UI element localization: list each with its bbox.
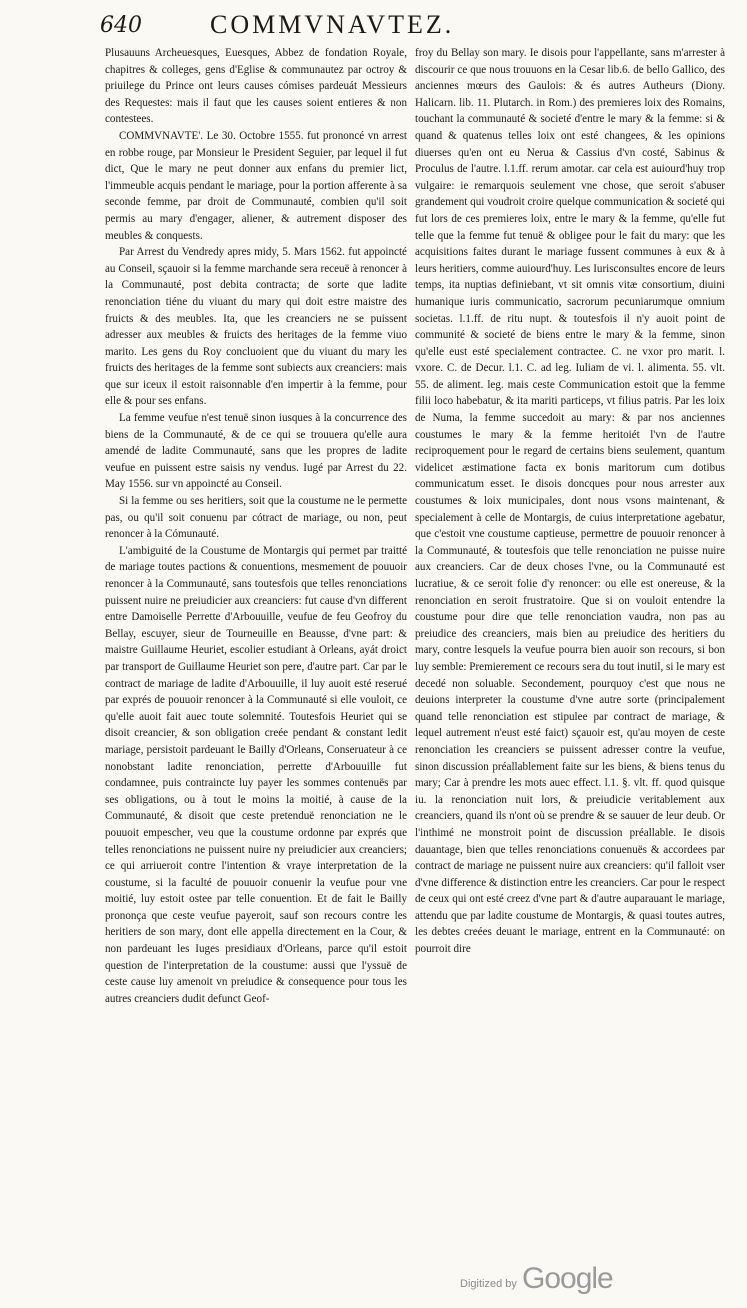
paragraph: COMMVNAVTE'. Le 30. Octobre 1555. fut prononcé vn arrest en robbe rouge, par Monsieur le President Seguier, par lequel il fut dict, Que le mary ne peut donner aux enfans du premier lict, l'immeuble acquis pendant le mariage, pour la portion afferente à sa seconde femme, par droit de Communauté, combien qu'il soit permis au mary d'engager, aliener, & autrement disposer des meubles & conquests. — [105, 129, 407, 242]
page-number: 640 — [100, 13, 142, 38]
google-logo: Google — [522, 1262, 613, 1295]
left-column — [105, 45, 407, 1265]
digitized-footer — [460, 1262, 660, 1298]
right-column — [415, 45, 725, 1265]
paragraph: La femme veufue n'est tenuë sinon iusques à la concurrence des biens de la Communauté, & de ce qui se trouuera qu'elle aura amendé de ladite Communauté, sans que les propres de ladite veufue en puissent estre saisis ny vendus. Iugé par Arrest du 22. May 1556. sur vn appoincté au Conseil. — [105, 412, 407, 491]
paragraph: Si la femme ou ses heritiers, soit que la coustume ne le permette pas, ou qu'il soit conuenu par cótract de mariage, ou non, peut renoncer à la Cómunauté. — [105, 495, 407, 541]
digitized-by-text: Digitized by — [460, 1278, 517, 1290]
page-header — [100, 10, 720, 40]
running-head: COMMVNAVTEZ. — [210, 10, 455, 39]
paragraph: L'ambiguité de la Coustume de Montargis qui permet par traitté de mariage toutes pactions & conuentions, mesmement de pouuoir renoncer à la Communauté, sans toutesfois que telles renonciations puissent nuire ne preiudicier aux creanciers: fut cause d'vn different entre Damoiselle Perrette d'Arbouuille, veufue de feu Geofroy du Bellay, escuyer, sieur de Tourneuille en Beausse, d'vne part: & maistre Guillaume Heuriet, escolier estudiant à Orleans, ayát droict par transport de Guillaume Heuriet son pere, d'autre part. Car par le contract de mariage de ladite d'Arbouuille, il luy auoit esté reserué par exprés de pouuoir renoncer à la Communauté si elle vouloit, ce qu'elle auoit fait auec toute solemnité. Toutesfois Heuriet qui se disoit creancier, & son obligation creée pendant & constant ledit mariage, persistoit pardeuant le Bailly d'Orleans, Conseruateur à ce nonobstant ladite renonciation, perrette d'Arbouuille fut condamnee, puis contraincte luy payer les sommes contenuës par ses obligations, ou à tout le moins la moitié, à cause de la Communauté, & disoit que ceste pretenduë renonciation ne le pouuoit empescher, veu que la coustume ordonne par exprés que telles renonciations ne puissent nuire ny preiudicier aux creanciers; ce qui arriueroit contre l'intention & vraye interpretation de la coustume, si la faculté de pouuoir conuenir la veufue pour vne moitié, luy estoit ostee par telle conuention. Et de fait le Bailly prononça que ceste veufue payeroit, sauf son recours contre les heritiers de son mary, dont elle appella directement en la Cour, & non pardeuant les Iuges presidiaux d'Orleans, parce qu'il estoit question de l'interpretation de la coustume: aussi que l'yssuë de ceste cause luy amenoit vn preiudice & consequence pour tous les autres creanciers dudit defunct Geof- — [105, 544, 407, 1005]
paragraph: Par Arrest du Vendredy apres midy, 5. Mars 1562. fut appoincté au Conseil, sçauoir si la femme marchande sera receuë à renoncer à la Communauté, post debita contracta; de sorte que ladite renonciation tiéne du viuant du mary qui doit estre maistre des fruicts & des meubles. Ita, que les creanciers ne se puissent adresser aux meubles & fruicts des heritages de la femme viuo marito. Les gens du Roy concluoient que du viuant du mary les fruicts des heritages de la femme sont subiects aux creanciers: mais que sur iceux il estoit raisonnable d'en impertir à la femme, pour elle & pour ses enfans. — [105, 246, 407, 408]
paragraph: Plusauuns Archeuesques, Euesques, Abbez de fondation Royale, chapitres & colleges, gens d'Eglise & communautez par octroy & priuilege du Prince ont leurs causes cómises pardeuát Messieurs des Requestes: mais il faut que les causes soient entieres & non contestees. — [105, 47, 407, 126]
paragraph: froy du Bellay son mary. Ie disois pour l'appellante, sans m'arrester à discourir ce que nous trouuons en la Cesar lib.6. de bello Gallico, des anciennes mœurs des Gaulois: & és autres Autheurs (Diony. Halicarn. lib. 11. Plutarch. in Rom.) des premieres loix des Romains, touchant la communauté & societé d'entre le mary & la femme: si & quand & quatenus telles loix ont esté changees, & les opinions diuerses qu'en ont eu Nerua & Cassius d'vn costé, Sabinus & Proculus de l'autre. l.1.ff. rerum amotar. car cela est auiourd'huy trop vulgaire: ie remarquois seulement vne chose, que seroit s'abuser grandement qui voudroit croire quelque communication & societé qui fut lors de ces premieres loix, entre le mary & la femme, qu'elle fut telle que la femme fut tenuë & obligee pour le fait du mary: que les acquisitions faites durant le mariage fussent communes à eux & à leurs heritiers, comme auiourd'huy. Les Iurisconsultes encore de leurs temps, ita nuptias definiebant, vt sit omnis vitæ consortium, diuini humanique iuris communicatio, sacrorum pecuniarumque omnium societas. l.1.ff. de ritu nupt. & toutesfois il n'y auoit point de communité & societé de biens entre le mary & la femme, sinon qu'elle eust esté specialement contractee. C. ne vxor pro marit. l. vxore. C. de Decur. l.1. C. ad leg. Iuliam de vi. l. alimenta. 55. vlt. 55. de aliment. leg. mais ceste Communication estoit que la femme filii loco habebatur, & ita mariti particeps, vt filius patris. Par les loix de Numa, la femme succedoit au mary: & par nos anciennes coustumes le mary & la femme heritoiét l'vn de l'autre reciproquement pour le regard de certains biens seulement, quantum videlicet æstimatione facta ex bonis maritorum cum dotibus communicatum esset. Ie disois doncques pour nous arrester aux coustumes & loix municipales, dont nous vsons maintenant, & specialement à celle de Montargis, de cuius interpretatione agebatur, que c'estoit vne coustume captieuse, permettre de pouuoir renoncer à la Communauté, & toutesfois que telle renonciation ne puisse nuire aux creanciers. Car de deux choses l'vne, ou la Communauté est lucratiue, & ce seroit folie d'y renoncer: ou elle est onereuse, & la renonciation en seroit frustratoire. Que si on vouloit entendre la coustume pour dire que telle renonciation vaudra, non pas au preiudice des creanciers, mais bien au preiudice des heritiers du mary, contre lesquels la veufue pourra bien auoir son recours, si bon luy semble: Premierement ce recours sera du tout inutil, si le mary est decedé non soluable. Secondement, pourquoy c'est que nous ne deuions interpreter la coustume d'vne autre sorte (principalement quand telle renonciation est stipulee par contract de mariage, & lequel autrement n'eust esté faict) sçauoir est, qu'au moyen de ceste renonciation les creanciers se puissent adresser contre la veufue, sinon discussion préallablement faite sur les biens, & biens tenus du mary; Car à prendre les mots auec effect. l.1. §. vlt. ff. quod quisque iu. la renonciation nuit lors, & preiudicie veritablement aux creanciers, quand ils n'ont où se prendre & se sauuer de leur deub. Or l'inthimé ne monstroit point de discussion préallable. Ie disois dauantage, bien que telles renonciations conuenuës & accordees par contract de mariage ne puissent nuire aux creanciers: qu'il falloit vser d'vne difference & distinction entre les creanciers. Car pour le respect de ceux qui ont esté creez d'vne part & d'autre auparauant le mariage, attendu que par ladite coustume de Montargis, & quasi toutes autres, les debtes creées deuant le mariage, entrent en la Communauté: on pourroit dire — [415, 47, 725, 956]
